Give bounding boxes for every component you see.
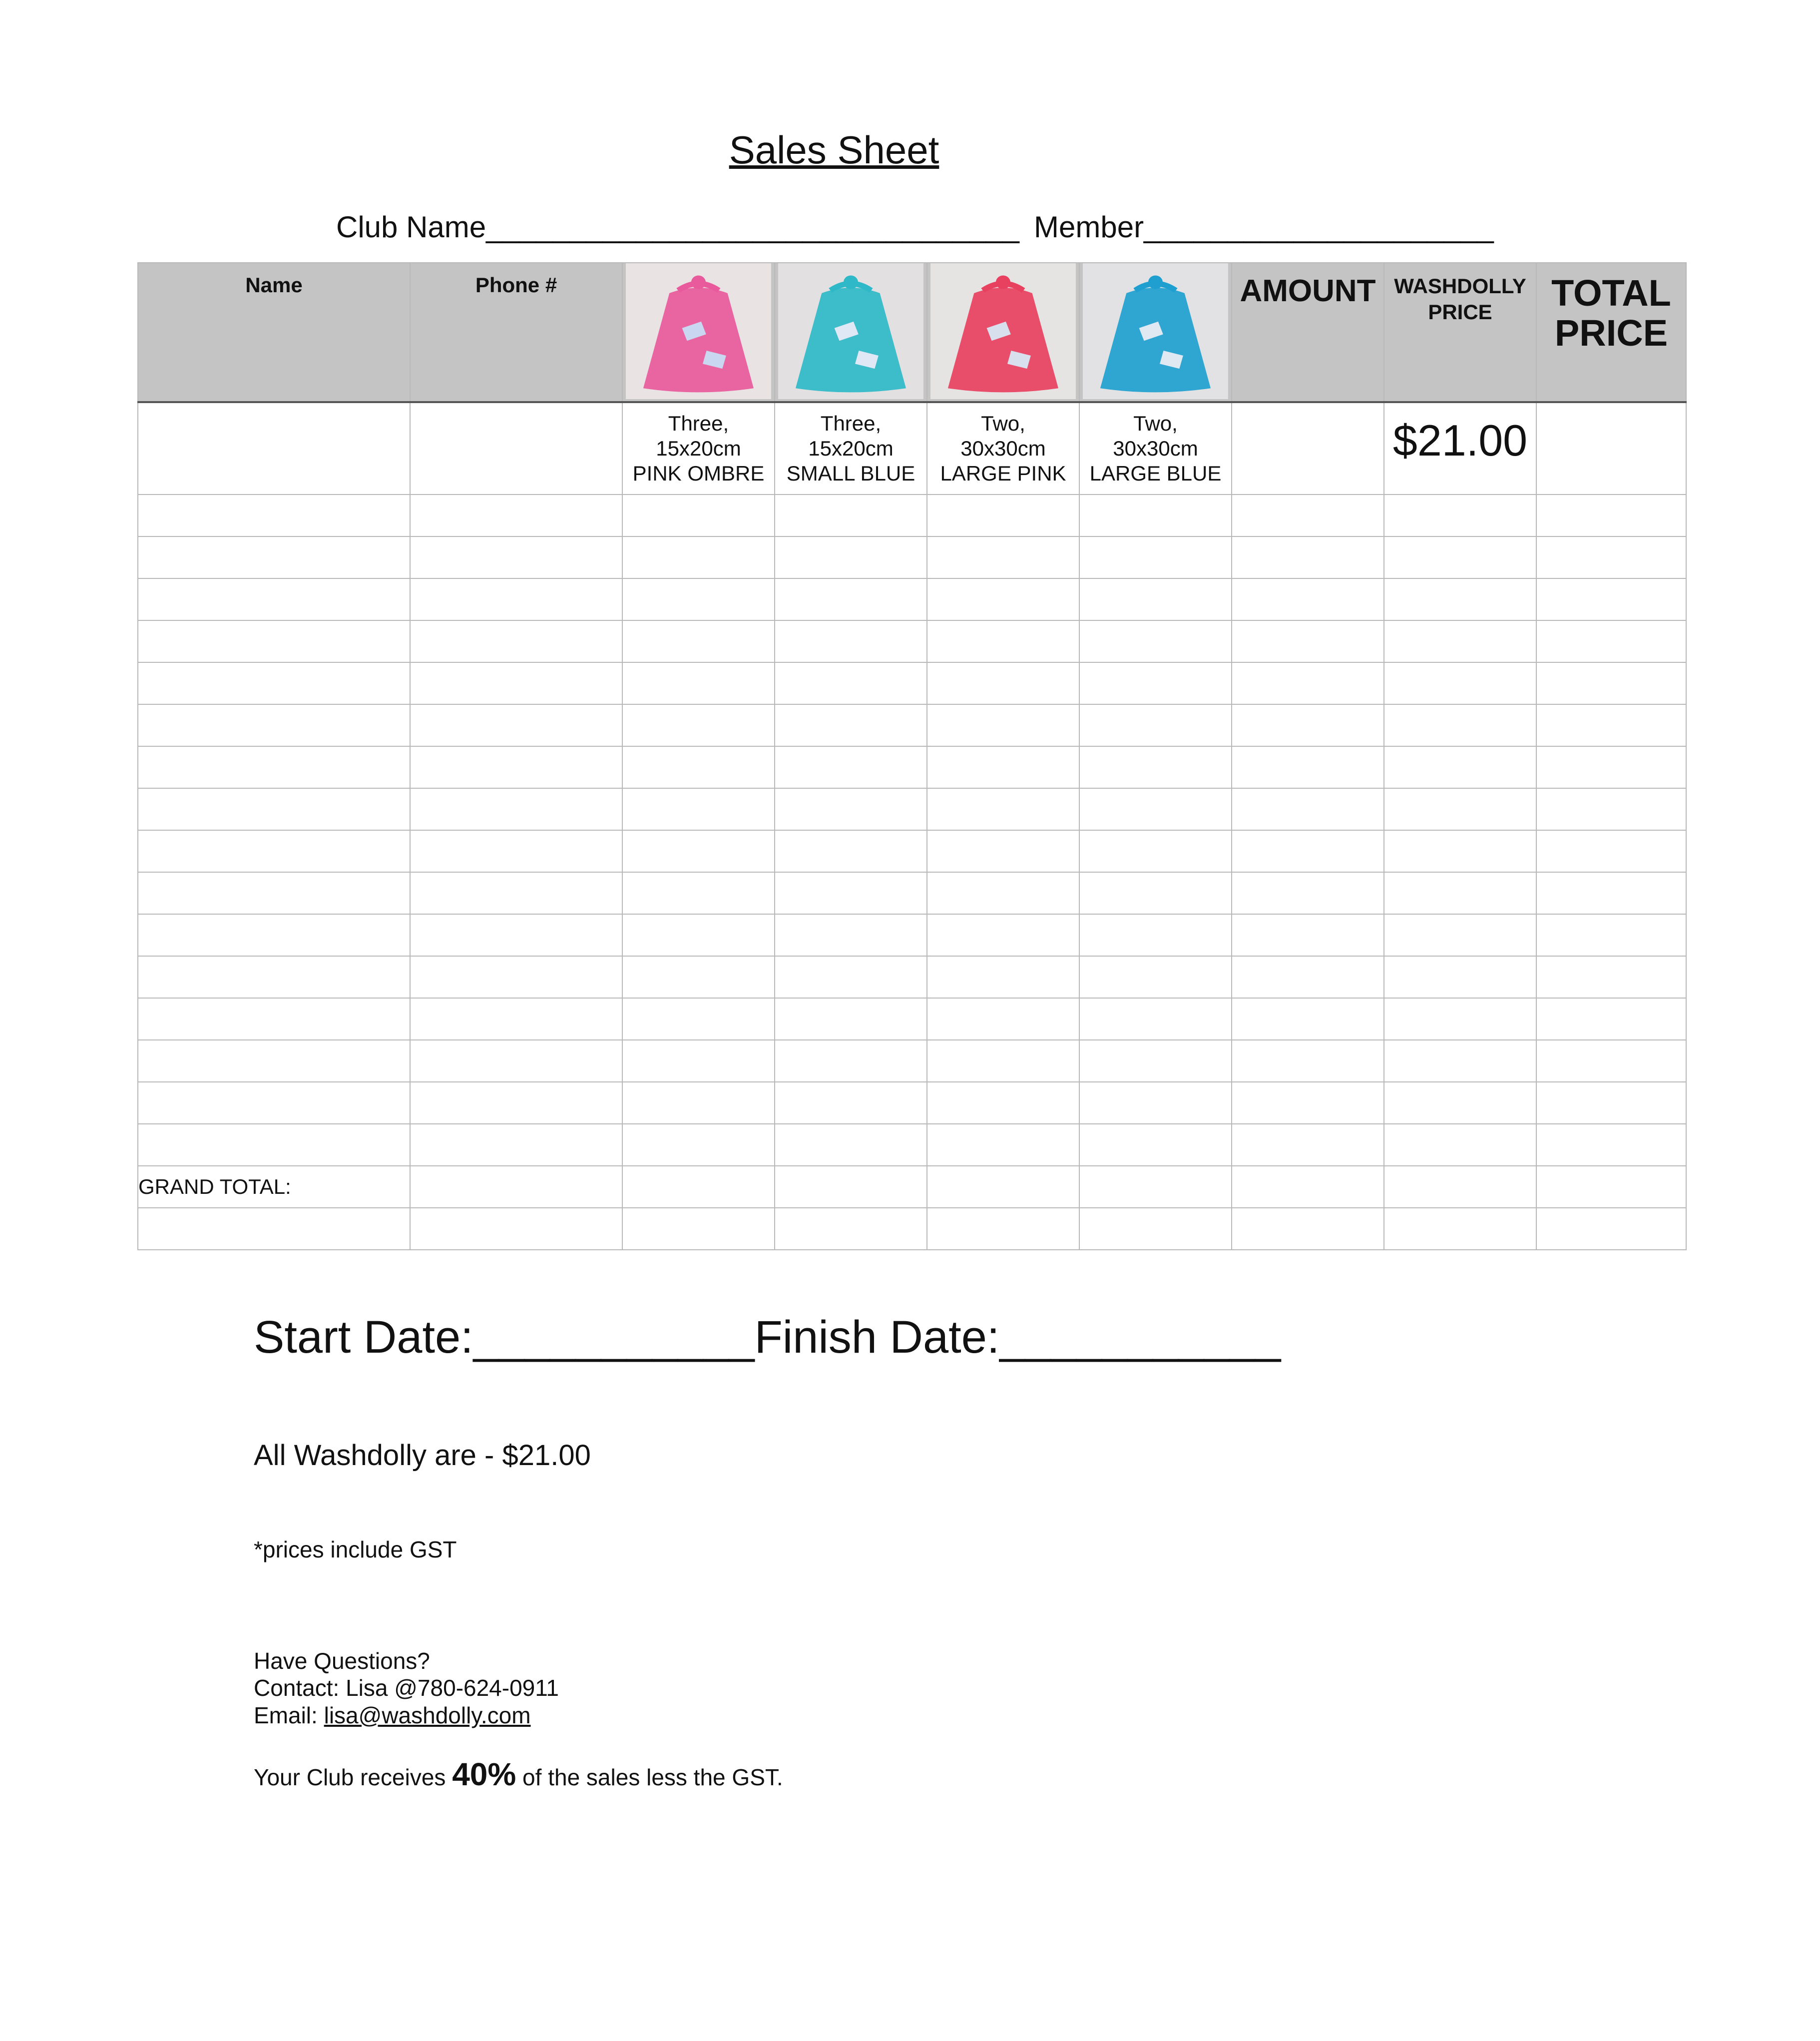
- contact-line: Contact: Lisa @780-624-0911: [254, 1675, 559, 1701]
- table-row: [138, 788, 1686, 830]
- table-cell[interactable]: [1232, 1124, 1384, 1166]
- table-row: [138, 1166, 1686, 1208]
- header-total-line2: PRICE: [1554, 312, 1668, 354]
- table-cell[interactable]: [1079, 872, 1232, 914]
- table-cell[interactable]: [622, 956, 775, 998]
- table-cell[interactable]: [1079, 662, 1232, 704]
- table-cell[interactable]: [622, 788, 775, 830]
- table-cell[interactable]: [1079, 578, 1232, 620]
- product-desc-large-pink: Two, 30x30cm LARGE PINK: [927, 402, 1079, 495]
- table-cell[interactable]: [138, 536, 410, 578]
- table-cell[interactable]: [622, 914, 775, 956]
- table-cell[interactable]: [1232, 914, 1384, 956]
- table-cell[interactable]: [1232, 788, 1384, 830]
- table-cell[interactable]: [1232, 998, 1384, 1040]
- table-row: [138, 662, 1686, 704]
- table-cell[interactable]: [775, 1082, 927, 1124]
- table-cell[interactable]: [775, 578, 927, 620]
- table-row: [138, 872, 1686, 914]
- table-cell[interactable]: [138, 662, 410, 704]
- questions-heading: Have Questions?: [254, 1648, 430, 1674]
- table-cell[interactable]: [410, 788, 622, 830]
- sales-table: [137, 262, 1687, 1250]
- table-row: [138, 746, 1686, 788]
- table-cell[interactable]: [1384, 1208, 1536, 1250]
- bag-knot: [691, 275, 706, 289]
- table-cell[interactable]: [1232, 536, 1384, 578]
- table-cell[interactable]: [1536, 402, 1686, 495]
- table-cell[interactable]: [1079, 1208, 1232, 1250]
- page-title: Sales Sheet: [729, 128, 939, 172]
- table-cell[interactable]: [410, 872, 622, 914]
- product-image-small-blue: [775, 263, 927, 402]
- table-cell[interactable]: [927, 1208, 1079, 1250]
- table-cell[interactable]: [1232, 620, 1384, 662]
- table-cell[interactable]: [1232, 872, 1384, 914]
- table-cell[interactable]: [410, 1124, 622, 1166]
- table-cell[interactable]: [410, 1166, 622, 1208]
- table-cell[interactable]: [1384, 1166, 1536, 1208]
- table-cell[interactable]: [775, 1124, 927, 1166]
- table-cell[interactable]: [410, 1040, 622, 1082]
- table-cell[interactable]: [622, 662, 775, 704]
- table-cell[interactable]: [622, 1208, 775, 1250]
- table-cell[interactable]: [927, 1040, 1079, 1082]
- table-cell[interactable]: [622, 1082, 775, 1124]
- bag-image: [1083, 263, 1228, 399]
- table-cell[interactable]: [622, 495, 775, 536]
- bag-knot: [844, 275, 858, 289]
- table-cell[interactable]: [1384, 495, 1536, 536]
- bag-image: [930, 263, 1076, 399]
- blank-rows: [138, 495, 1686, 1250]
- table-cell[interactable]: [775, 1208, 927, 1250]
- table-cell[interactable]: [1384, 746, 1536, 788]
- table-cell[interactable]: [775, 788, 927, 830]
- table-row: [138, 914, 1686, 956]
- table-cell[interactable]: [927, 620, 1079, 662]
- table-cell[interactable]: [927, 495, 1079, 536]
- table-cell[interactable]: [775, 746, 927, 788]
- table-cell[interactable]: [410, 914, 622, 956]
- table-cell[interactable]: [410, 956, 622, 998]
- table-cell[interactable]: [138, 1124, 410, 1166]
- table-cell[interactable]: [1536, 914, 1686, 956]
- table-cell[interactable]: [775, 998, 927, 1040]
- table-cell[interactable]: [1536, 872, 1686, 914]
- gst-note: *prices include GST: [254, 1536, 457, 1562]
- club-percent: 40%: [452, 1756, 516, 1792]
- table-cell[interactable]: [1079, 1166, 1232, 1208]
- table-cell[interactable]: [927, 914, 1079, 956]
- grand-total-label: GRAND TOTAL:: [138, 1166, 410, 1208]
- table-cell[interactable]: [622, 746, 775, 788]
- header-name: Name: [138, 263, 410, 402]
- table-cell[interactable]: [1384, 830, 1536, 872]
- table-cell[interactable]: [775, 536, 927, 578]
- bag-knot: [996, 275, 1010, 289]
- table-cell[interactable]: [1536, 1124, 1686, 1166]
- table-cell[interactable]: [1384, 662, 1536, 704]
- header-washdolly-line1: WASHDOLLY: [1394, 274, 1526, 298]
- washdolly-price-value: $21.00: [1384, 402, 1536, 495]
- table-cell[interactable]: [1079, 914, 1232, 956]
- table-cell[interactable]: [775, 830, 927, 872]
- table-cell[interactable]: [1536, 788, 1686, 830]
- table-cell[interactable]: [927, 536, 1079, 578]
- email-link[interactable]: lisa@washdolly.com: [324, 1702, 531, 1728]
- table-cell[interactable]: [622, 578, 775, 620]
- table-cell[interactable]: [927, 872, 1079, 914]
- table-cell[interactable]: [1384, 536, 1536, 578]
- club-receives-note: Your Club receives 40% of the sales less the GST.: [254, 1756, 783, 1792]
- table-cell[interactable]: [1384, 578, 1536, 620]
- table-row: [138, 536, 1686, 578]
- table-cell[interactable]: [138, 1082, 410, 1124]
- product-image-pink-ombre: [622, 263, 775, 402]
- table-cell[interactable]: [1232, 704, 1384, 746]
- table-cell[interactable]: [927, 704, 1079, 746]
- header-phone: Phone #: [410, 263, 622, 402]
- table-cell[interactable]: [138, 956, 410, 998]
- table-cell[interactable]: [775, 620, 927, 662]
- table-cell[interactable]: [1384, 872, 1536, 914]
- table-cell[interactable]: [410, 998, 622, 1040]
- table-cell[interactable]: [1079, 495, 1232, 536]
- table-row: [138, 830, 1686, 872]
- table-cell[interactable]: [1079, 620, 1232, 662]
- table-row: [138, 1082, 1686, 1124]
- table-cell[interactable]: [1384, 704, 1536, 746]
- table-cell[interactable]: [1536, 1040, 1686, 1082]
- bag-knot: [1148, 275, 1163, 289]
- table-cell[interactable]: [927, 788, 1079, 830]
- table-row: [138, 620, 1686, 662]
- bag-image: [626, 263, 771, 399]
- table-cell[interactable]: [1232, 578, 1384, 620]
- table-cell[interactable]: [1384, 1082, 1536, 1124]
- table-cell[interactable]: [1384, 956, 1536, 998]
- table-cell[interactable]: [775, 704, 927, 746]
- table-cell[interactable]: [1536, 495, 1686, 536]
- table-cell[interactable]: [138, 495, 410, 536]
- table-cell[interactable]: [138, 914, 410, 956]
- table-cell[interactable]: [138, 704, 410, 746]
- table-cell[interactable]: [1536, 830, 1686, 872]
- table-cell[interactable]: [410, 1082, 622, 1124]
- table-cell[interactable]: [1232, 830, 1384, 872]
- table-cell[interactable]: [927, 998, 1079, 1040]
- table-cell[interactable]: [1384, 998, 1536, 1040]
- header-amount: AMOUNT: [1232, 263, 1384, 402]
- table-cell[interactable]: [1079, 830, 1232, 872]
- table-cell[interactable]: [1384, 914, 1536, 956]
- table-cell[interactable]: [1536, 620, 1686, 662]
- table-cell[interactable]: [410, 620, 622, 662]
- table-cell[interactable]: [775, 662, 927, 704]
- table-cell[interactable]: [1384, 620, 1536, 662]
- table-cell[interactable]: [138, 620, 410, 662]
- table-cell[interactable]: [622, 536, 775, 578]
- table-cell[interactable]: [927, 746, 1079, 788]
- table-cell[interactable]: [1079, 704, 1232, 746]
- table-cell[interactable]: [775, 1040, 927, 1082]
- table-cell[interactable]: [1232, 1166, 1384, 1208]
- table-cell[interactable]: [622, 1166, 775, 1208]
- table-cell[interactable]: [1384, 1124, 1536, 1166]
- table-cell[interactable]: [927, 1166, 1079, 1208]
- table-cell[interactable]: [622, 704, 775, 746]
- table-cell[interactable]: [927, 1082, 1079, 1124]
- table-cell[interactable]: [927, 1124, 1079, 1166]
- table-cell[interactable]: [410, 495, 622, 536]
- table-cell[interactable]: [1079, 536, 1232, 578]
- table-cell[interactable]: [410, 402, 622, 495]
- table-cell[interactable]: [775, 956, 927, 998]
- table-cell[interactable]: [410, 578, 622, 620]
- table-cell[interactable]: [1536, 998, 1686, 1040]
- product-description-row: [138, 402, 1686, 495]
- table-row: [138, 495, 1686, 536]
- table-cell[interactable]: [138, 578, 410, 620]
- header-washdolly-line2: PRICE: [1428, 300, 1492, 324]
- product-desc-pink-ombre: Three, 15x20cm PINK OMBRE: [622, 402, 775, 495]
- table-cell[interactable]: [138, 998, 410, 1040]
- table-cell[interactable]: [775, 914, 927, 956]
- table-cell[interactable]: [1079, 998, 1232, 1040]
- table-cell[interactable]: [927, 830, 1079, 872]
- table-cell[interactable]: [138, 1208, 410, 1250]
- table-cell[interactable]: [1232, 1040, 1384, 1082]
- table-cell[interactable]: [1536, 1166, 1686, 1208]
- table-cell[interactable]: [138, 788, 410, 830]
- table-cell[interactable]: [138, 830, 410, 872]
- table-cell[interactable]: [1232, 956, 1384, 998]
- table-cell[interactable]: [138, 1040, 410, 1082]
- table-cell[interactable]: [1536, 536, 1686, 578]
- table-cell[interactable]: [1536, 704, 1686, 746]
- table-cell[interactable]: [1079, 746, 1232, 788]
- bag-image: [778, 263, 923, 399]
- table-cell[interactable]: [410, 704, 622, 746]
- table-cell[interactable]: [1079, 956, 1232, 998]
- table-cell[interactable]: [1232, 1082, 1384, 1124]
- product-image-large-pink: [927, 263, 1079, 402]
- member-field[interactable]: Member_____________________: [1034, 210, 1494, 244]
- table-cell[interactable]: [410, 830, 622, 872]
- table-cell[interactable]: [1536, 662, 1686, 704]
- table-cell[interactable]: [138, 402, 410, 495]
- table-cell[interactable]: [775, 872, 927, 914]
- table-cell[interactable]: [1079, 1124, 1232, 1166]
- product-image-large-blue: [1079, 263, 1232, 402]
- table-cell[interactable]: [410, 662, 622, 704]
- table-cell[interactable]: [138, 872, 410, 914]
- header-washdolly-price: [1384, 263, 1536, 402]
- table-cell[interactable]: [1232, 1208, 1384, 1250]
- all-price-note: All Washdolly are - $21.00: [254, 1439, 591, 1472]
- table-cell[interactable]: [1232, 495, 1384, 536]
- table-row: [138, 1040, 1686, 1082]
- table-cell[interactable]: [622, 620, 775, 662]
- table-cell[interactable]: [927, 662, 1079, 704]
- table-row: [138, 998, 1686, 1040]
- header-total-price: [1536, 263, 1686, 402]
- table-cell[interactable]: [410, 746, 622, 788]
- table-cell[interactable]: [138, 746, 410, 788]
- table-cell[interactable]: [1536, 1208, 1686, 1250]
- table-header-row: [138, 263, 1686, 402]
- table-cell[interactable]: [622, 998, 775, 1040]
- table-cell[interactable]: [622, 1040, 775, 1082]
- table-row: [138, 578, 1686, 620]
- date-fields[interactable]: Start Date:___________Finish Date:___________: [254, 1312, 1281, 1363]
- table-cell[interactable]: [1232, 746, 1384, 788]
- table-row: [138, 1124, 1686, 1166]
- table-cell[interactable]: [927, 956, 1079, 998]
- product-desc-large-blue: Two, 30x30cm LARGE BLUE: [1079, 402, 1232, 495]
- table-cell[interactable]: [1232, 662, 1384, 704]
- table-row: [138, 1208, 1686, 1250]
- table-row: [138, 704, 1686, 746]
- table-cell[interactable]: [927, 578, 1079, 620]
- table-cell[interactable]: [1079, 1040, 1232, 1082]
- table-cell[interactable]: [1232, 402, 1384, 495]
- table-cell[interactable]: [1384, 788, 1536, 830]
- table-cell[interactable]: [775, 1166, 927, 1208]
- table-cell[interactable]: [410, 536, 622, 578]
- table-cell[interactable]: [1384, 1040, 1536, 1082]
- table-cell[interactable]: [1536, 1082, 1686, 1124]
- table-cell[interactable]: [1536, 578, 1686, 620]
- product-desc-small-blue: Three, 15x20cm SMALL BLUE: [775, 402, 927, 495]
- club-name-field[interactable]: Club Name________________________________: [336, 210, 1019, 244]
- table-cell[interactable]: [622, 1124, 775, 1166]
- table-cell[interactable]: [622, 872, 775, 914]
- header-total-line1: TOTAL: [1551, 272, 1671, 314]
- table-row: [138, 956, 1686, 998]
- email-line: Email: lisa@washdolly.com: [254, 1702, 531, 1728]
- table-cell[interactable]: [1079, 1082, 1232, 1124]
- table-cell[interactable]: [1536, 956, 1686, 998]
- table-cell[interactable]: [1536, 746, 1686, 788]
- table-cell[interactable]: [1079, 788, 1232, 830]
- table-cell[interactable]: [410, 1208, 622, 1250]
- table-cell[interactable]: [622, 830, 775, 872]
- table-cell[interactable]: [775, 495, 927, 536]
